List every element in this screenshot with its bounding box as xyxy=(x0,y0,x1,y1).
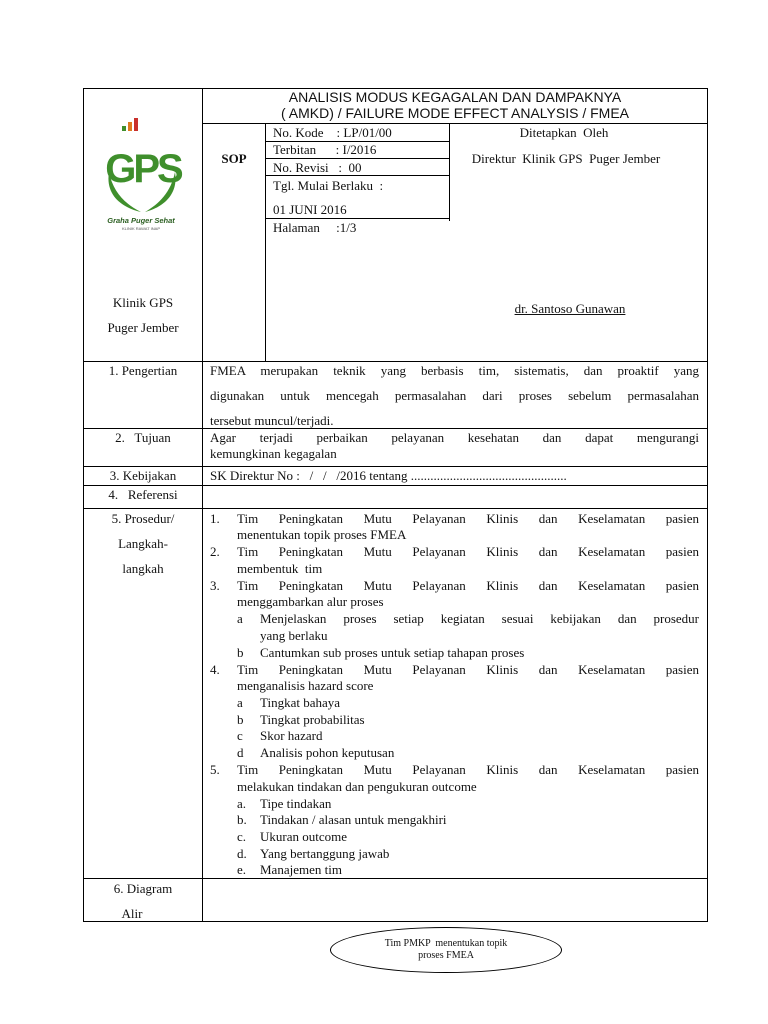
pengertian-line-3: tersebut muncul/terjadi. xyxy=(210,413,334,428)
sub-item-letter: a. xyxy=(237,796,247,811)
sub-item-text: Ukuran outcome xyxy=(260,829,348,844)
approval-signatory: dr. Santoso Gunawan xyxy=(514,301,626,316)
sub-item-text: Tindakan / alasan untuk mengakhiri xyxy=(260,812,447,827)
row-label-prosedur-3: langkah xyxy=(122,561,164,576)
title-line-2: ( AMKD) / FAILURE MODE EFFECT ANALYSIS / FMEA xyxy=(281,105,629,121)
approval-direktur: Direktur Klinik GPS Puger Jember xyxy=(471,151,661,166)
sub-item-text: Manajemen tim xyxy=(260,862,342,877)
meta-terbitan: Terbitan : I/2016 xyxy=(273,142,377,157)
meta-tgl-label: Tgl. Mulai Berlaku : xyxy=(273,178,384,193)
meta-tgl-value: 01 JUNI 2016 xyxy=(273,202,347,217)
logo-caption: Graha Puger Sehat xyxy=(107,216,175,225)
flow-start-line-2: proses FMEA xyxy=(418,950,474,961)
clinic-logo xyxy=(103,116,183,236)
sub-item-letter: d. xyxy=(237,846,247,861)
sub-item-text: Yang bertanggung jawab xyxy=(260,846,390,861)
sub-item-letter: b xyxy=(237,712,244,727)
list-item-text: melakukan tindakan dan pengukuran outcome xyxy=(237,779,477,794)
sub-item-letter: c xyxy=(237,728,243,743)
sub-item-text: Menjelaskan proses setiap kegiatan sesuai kebijakan dan prosedur xyxy=(260,611,699,626)
sub-item-text: yang berlaku xyxy=(260,628,328,643)
tujuan-line-1: Agar terjadi perbaikan pelayanan kesehatan dan dapat mengurangi xyxy=(210,430,699,445)
title-line-1: ANALISIS MODUS KEGAGALAN DAN DAMPAKNYA xyxy=(288,89,622,105)
meta-halaman: Halaman :1/3 xyxy=(273,220,357,235)
list-item-number: 5. xyxy=(210,762,220,777)
col-divider xyxy=(202,88,203,922)
meta-row-2 xyxy=(265,158,450,159)
logo-graphic xyxy=(103,116,183,236)
list-item-number: 3. xyxy=(210,578,220,593)
kebijakan-text: SK Direktur No : / / /2016 tentang ................................................ xyxy=(210,468,567,483)
sub-item-letter: e. xyxy=(237,862,247,877)
list-item-text: Tim Peningkatan Mutu Pelayanan Klinis dan Keselamatan pasien xyxy=(237,511,699,526)
logo-bar-1 xyxy=(122,126,126,131)
meta-no-kode: No. Kode : LP/01/00 xyxy=(273,125,392,140)
list-item-text: menentukan topik proses FMEA xyxy=(237,527,407,542)
header-title-bottom xyxy=(202,123,708,124)
row-label-prosedur-2: Langkah- xyxy=(118,536,168,551)
flow-start-line-1: Tim PMKP menentukan topik xyxy=(384,938,508,949)
row-label-kebijakan: 3. Kebijakan xyxy=(109,468,177,483)
table-border-right xyxy=(707,88,708,922)
list-item-text: menggambarkan alur proses xyxy=(237,594,384,609)
table-border-left xyxy=(83,88,84,922)
sub-item-letter: c. xyxy=(237,829,247,844)
list-item-text: Tim Peningkatan Mutu Pelayanan Klinis dan Keselamatan pasien xyxy=(237,544,699,559)
logo-bar-3 xyxy=(134,118,138,131)
row-divider-5 xyxy=(83,508,708,509)
row-label-diagram-1: 6. Diagram xyxy=(113,881,173,896)
row-label-prosedur-1: 5. Prosedur/ xyxy=(111,511,175,526)
row-label-tujuan: 2. Tujuan xyxy=(115,430,171,445)
tujuan-line-2: kemungkinan kegagalan xyxy=(210,446,337,461)
document-title xyxy=(203,89,707,121)
list-item-text: Tim Peningkatan Mutu Pelayanan Klinis dan Keselamatan pasien xyxy=(237,578,699,593)
logo-sub-caption: KLINIK RAWAT INAP xyxy=(121,226,161,231)
sub-item-text: Cantumkan sub proses untuk setiap tahapan proses xyxy=(260,645,525,660)
row-divider-3 xyxy=(83,466,708,467)
pengertian-line-1: FMEA merupakan teknik yang berbasis tim, sistematis, dan proaktif yang xyxy=(210,363,699,378)
list-item-number: 2. xyxy=(210,544,220,559)
sub-item-text: Skor hazard xyxy=(260,728,323,743)
row-label-diagram-2: Alir xyxy=(121,906,143,921)
sub-item-text: Tipe tindakan xyxy=(260,796,332,811)
row-label-referensi: 4. Referensi xyxy=(108,487,178,502)
pengertian-line-2: digunakan untuk mencegah permasalahan dari proses sebelum permasalahan xyxy=(210,388,699,403)
meta-row-4 xyxy=(265,218,450,219)
logo-bar-2 xyxy=(128,122,132,131)
sub-item-text: Analisis pohon keputusan xyxy=(260,745,395,760)
flow-start-ellipse xyxy=(330,927,562,973)
list-item-text: Tim Peningkatan Mutu Pelayanan Klinis dan Keselamatan pasien xyxy=(237,662,699,677)
sub-item-letter: a xyxy=(237,611,243,626)
sub-item-text: Tingkat bahaya xyxy=(260,695,341,710)
row-divider-1 xyxy=(83,361,708,362)
org-name-line-2: Puger Jember xyxy=(107,320,179,335)
meta-no-revisi: No. Revisi : 00 xyxy=(273,160,362,175)
list-item-text: membentuk tim xyxy=(237,561,323,576)
sub-item-letter: b xyxy=(237,645,244,660)
row-divider-4 xyxy=(83,485,708,486)
row-divider-2 xyxy=(83,428,708,429)
sub-item-letter: a xyxy=(237,695,243,710)
list-item-text: Tim Peningkatan Mutu Pelayanan Klinis dan Keselamatan pasien xyxy=(237,762,699,777)
org-name-line-1: Klinik GPS xyxy=(112,295,174,310)
sop-label: SOP xyxy=(221,151,247,166)
list-item-number: 4. xyxy=(210,662,220,677)
approval-ditetapkan: Ditetapkan Oleh xyxy=(519,125,609,140)
row-divider-6 xyxy=(83,878,708,879)
sub-item-text: Tingkat probabilitas xyxy=(260,712,365,727)
list-item-number: 1. xyxy=(210,511,220,526)
logo-letters: GPS xyxy=(105,147,181,191)
row-label-pengertian: 1. Pengertian xyxy=(108,363,178,378)
sub-item-letter: b. xyxy=(237,812,247,827)
sub-item-letter: d xyxy=(237,745,244,760)
list-item-text: menganalisis hazard score xyxy=(237,678,374,693)
